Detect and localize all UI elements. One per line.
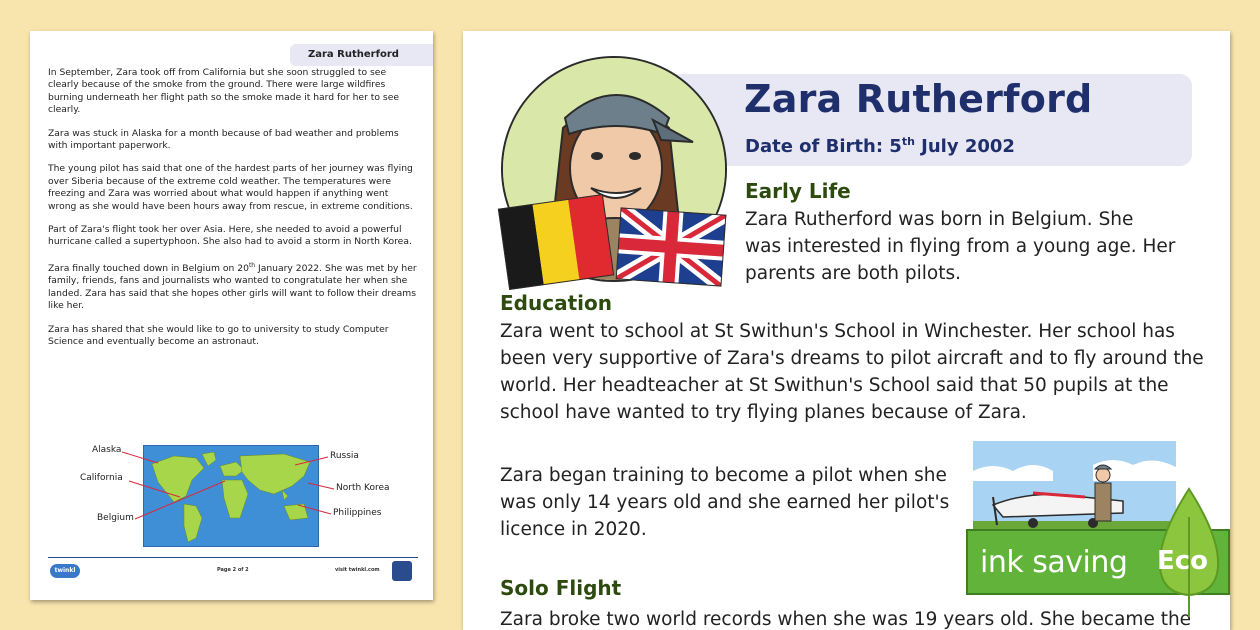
- map-label-alaska: Alaska: [92, 445, 122, 455]
- education-line-3: world. Her headteacher at St Swithun's School said that 50 pupils at the: [500, 375, 1169, 396]
- left-page-tab-title: Zara Rutherford: [290, 44, 433, 66]
- solo-flight-line-1: Zara broke two world records when she was 19 years old. She became the: [500, 609, 1192, 630]
- visit-link[interactable]: visit twinkl.com: [335, 567, 380, 573]
- education-line-1: Zara went to school at St Swithun's School in Winchester. Her school has: [500, 321, 1175, 342]
- solo-flight-heading: Solo Flight: [500, 576, 622, 600]
- left-paragraph-3: The young pilot has said that one of the hardest parts of her journey was flying over Siberia because of the extreme cold weather. The temperatures were freezing and Zara was worried about what would happen if anything went wrong as she would have been hours away from rescue, in extreme conditions.: [48, 163, 413, 212]
- early-life-line-1: Zara Rutherford was born in Belgium. She: [745, 209, 1134, 230]
- quality-badge-icon: [392, 561, 412, 581]
- left-paragraph-4: Part of Zara's flight took her over Asia. Here, she needed to avoid a powerful hurricane called a supertyphoon. She also had to avoid a storm in North Korea.: [48, 224, 412, 248]
- map-label-california: California: [80, 473, 123, 483]
- para5-sup: th: [248, 261, 256, 269]
- map-pointer-lines: [30, 31, 433, 600]
- ink-saving-label: ink saving: [980, 545, 1128, 580]
- training-line-3: licence in 2020.: [500, 519, 647, 540]
- early-life-text: [745, 206, 1175, 287]
- training-line-1: Zara began training to become a pilot when she: [500, 465, 947, 486]
- education-heading: Education: [500, 291, 612, 315]
- para5-pre: Zara finally touched down in Belgium on 20: [48, 262, 249, 274]
- page-number: Page 2 of 2: [217, 567, 249, 573]
- left-page: [30, 31, 433, 600]
- para5-post: January 2022. She was met by her family, friends, fans and journalists who wanted to congratulate her when she landed. Zara has said that she hopes other girls will want to follow their dreams like her.: [48, 262, 417, 312]
- map-label-philippines: Philippines: [333, 508, 382, 518]
- page-title: Zara Rutherford: [744, 77, 1093, 121]
- uk-flag-icon: [616, 207, 727, 286]
- dob-sup: th: [901, 135, 915, 148]
- dob-label: Date of Birth: 5: [745, 136, 902, 157]
- dob-rest: July 2002: [914, 136, 1015, 157]
- right-page: [463, 31, 1230, 630]
- education-text: [500, 318, 1204, 426]
- belgium-flag-icon: [498, 194, 614, 290]
- plane-illustration-icon: [973, 441, 1176, 533]
- early-life-line-3: parents are both pilots.: [745, 263, 961, 284]
- left-paragraph-1: In September, Zara took off from California but she soon struggled to see clearly because of the smoke from the ground. There were large wildfires burning underneath her flight path so the smoke made it hard for her to see clearly.: [48, 67, 400, 116]
- eco-label: Eco: [1157, 546, 1209, 576]
- education-line-2: been very supportive of Zara's dreams to pilot aircraft and to fly around the: [500, 348, 1204, 369]
- map-label-north-korea: North Korea: [336, 483, 390, 493]
- twinkl-logo: twinkl: [50, 564, 80, 578]
- early-life-heading: Early Life: [745, 179, 851, 203]
- footer-divider: [48, 557, 418, 558]
- left-paragraph-6: Zara has shared that she would like to go to university to study Computer Science and eventually become an astronaut.: [48, 323, 389, 347]
- map-label-russia: Russia: [330, 451, 359, 461]
- training-line-2: was only 14 years old and she earned her pilot's: [500, 492, 950, 513]
- early-life-line-2: was interested in flying from a young age. Her: [745, 236, 1176, 257]
- training-text: [500, 462, 949, 543]
- map-label-belgium: Belgium: [97, 513, 134, 523]
- left-paragraph-2: Zara was stuck in Alaska for a month because of bad weather and problems with important paperwork.: [48, 127, 399, 152]
- education-line-4: school have wanted to try flying planes because of Zara.: [500, 402, 1027, 423]
- date-of-birth: [745, 135, 1015, 157]
